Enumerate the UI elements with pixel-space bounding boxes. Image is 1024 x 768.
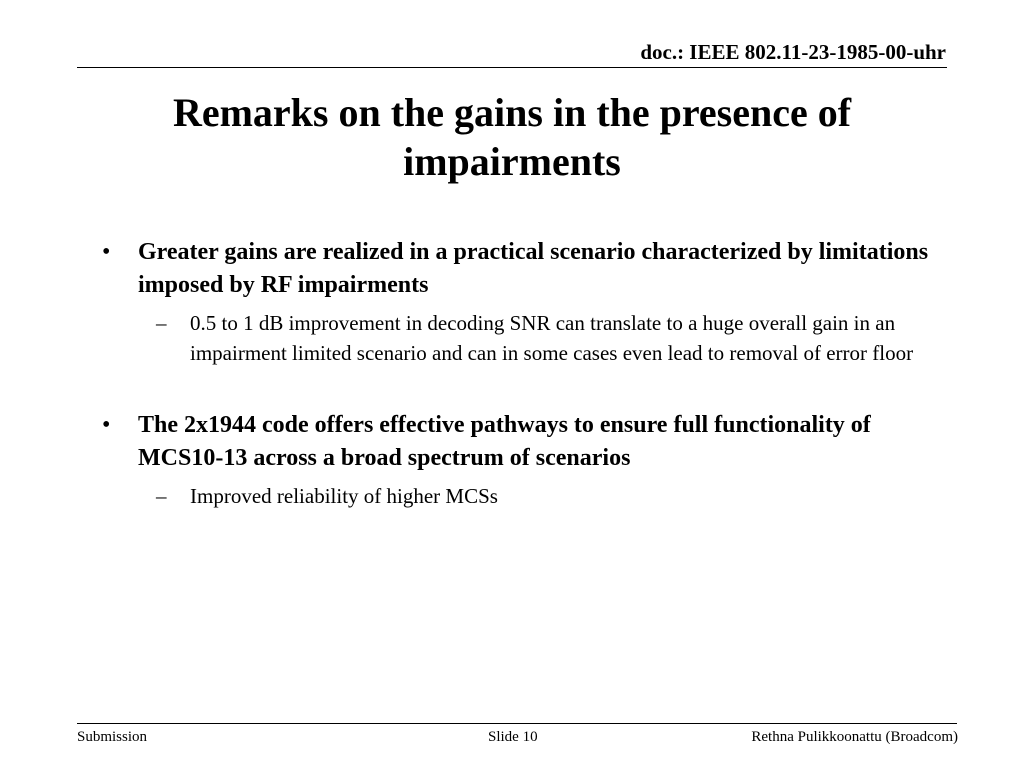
slide-title-line2: impairments [403,139,621,184]
footer-slide-number: Slide 10 [488,729,538,745]
sub-bullet-text: 0.5 to 1 dB improvement in decoding SNR can translate to a huge overall gain in an impairment limited scenario and can in some cases even lead to removal of error floor [190,311,914,365]
footer-author: Rethna Pulikkoonattu (Broadcom) [751,729,958,745]
bullet-text: The 2x1944 code offers effective pathways to ensure full functionality of MCS10-13 across a broad spectrum of scenarios [138,412,871,471]
bottom-divider [77,723,957,724]
bullet-item [100,409,930,475]
bullet-text: Greater gains are realized in a practical scenario characterized by limitations imposed by RF impairments [138,239,929,298]
slide-body [100,236,930,511]
bullet-item [100,236,930,302]
dash-icon: – [156,484,167,508]
bullet-dot-icon: • [102,412,111,438]
dash-icon: – [156,311,167,335]
sub-bullet-item [100,481,930,511]
bullet-dot-icon: • [102,239,111,265]
top-divider [77,67,947,68]
doc-id-header: doc.: IEEE 802.11-23-1985-00-uhr [640,40,946,64]
slide-title-line1: Remarks on the gains in the presence of [172,90,852,135]
bullet-spacer [100,368,930,409]
slide-title [100,88,924,186]
footer-submission: Submission [77,729,148,745]
sub-bullet-item [100,308,930,368]
sub-bullet-text: Improved reliability of higher MCSs [190,484,498,508]
